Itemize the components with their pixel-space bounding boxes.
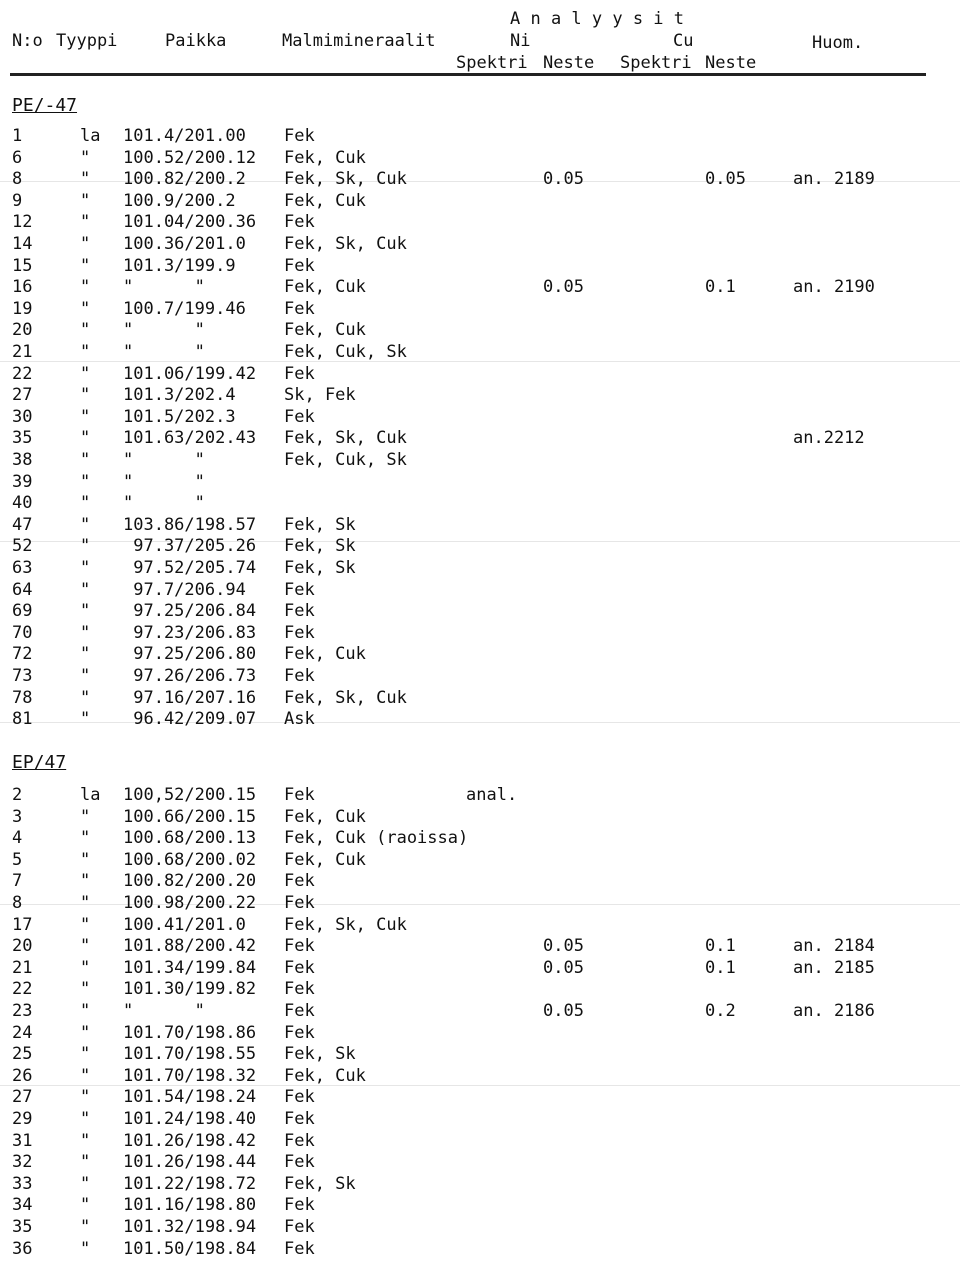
table-row <box>0 277 960 299</box>
location-cell: 97.16/207.16 <box>123 687 257 708</box>
cu-value-cell: 0.05 <box>705 169 746 190</box>
sample-number: 8 <box>12 169 23 190</box>
sample-number: 35 <box>12 428 33 449</box>
table-row <box>0 688 960 710</box>
mineral-cell: Fek, Sk, Cuk <box>284 428 407 449</box>
location-cell: 101.54/198.24 <box>123 1087 257 1108</box>
location-cell: 101.24/198.40 <box>123 1109 257 1129</box>
table-row <box>0 169 960 191</box>
table-row <box>0 364 960 386</box>
note-cell: anal. <box>466 785 518 805</box>
location-cell: 101.70/198.32 <box>123 1065 257 1086</box>
mineral-cell: Fek, Cuk <box>284 644 366 665</box>
sample-number: 14 <box>12 234 33 254</box>
location-cell: 97.26/206.73 <box>123 666 257 686</box>
sample-number: 6 <box>12 147 23 168</box>
location-cell: 100.82/200.2 <box>123 169 246 190</box>
type-cell: " <box>80 1001 91 1021</box>
sample-number: 81 <box>12 709 33 730</box>
location-cell: 101.26/198.42 <box>123 1130 257 1151</box>
header-analyysit: A n a l y y s i t <box>510 9 684 29</box>
sample-number: 25 <box>12 1044 33 1065</box>
mineral-cell: Fek, Cuk, Sk <box>284 450 407 470</box>
mineral-cell: Fek, Cuk <box>284 277 366 298</box>
mineral-cell: Fek, Sk, Cuk <box>284 687 407 708</box>
mineral-cell: Fek <box>284 622 315 643</box>
type-cell: " <box>80 1109 91 1129</box>
sample-number: 47 <box>12 514 33 535</box>
mineral-cell: Fek <box>284 212 315 233</box>
type-cell: " <box>80 579 91 600</box>
location-cell: 101.70/198.55 <box>123 1044 257 1065</box>
sample-number: 8 <box>12 893 23 913</box>
table-row <box>0 1217 960 1239</box>
mineral-cell: Fek, Sk <box>284 1044 356 1065</box>
huom-cell: an. 2190 <box>793 277 875 298</box>
header-neste-cu: Neste <box>705 53 757 73</box>
location-cell: 97.7/206.94 <box>123 579 246 600</box>
location-cell: 100.98/200.22 <box>123 893 257 913</box>
table-row <box>0 558 960 580</box>
type-cell: " <box>80 1173 91 1194</box>
table-row <box>0 515 960 537</box>
type-cell: " <box>80 957 91 978</box>
sample-number: 73 <box>12 666 33 686</box>
table-row <box>0 212 960 234</box>
location-cell: 100.68/200.13 <box>123 828 257 849</box>
mineral-cell: Fek <box>284 1130 315 1151</box>
location-cell: " " <box>123 493 205 514</box>
mineral-cell: Fek, Sk, Cuk <box>284 169 407 190</box>
sample-number: 15 <box>12 255 33 276</box>
sample-number: 22 <box>12 363 33 384</box>
mineral-cell: Fek, Cuk <box>284 1065 366 1086</box>
location-cell: " " <box>123 450 205 470</box>
header-spektri-cu: Spektri <box>620 53 692 73</box>
table-row <box>0 1195 960 1217</box>
sample-number: 35 <box>12 1217 33 1237</box>
location-cell: 96.42/209.07 <box>123 709 257 730</box>
sample-number: 78 <box>12 687 33 708</box>
type-cell: " <box>80 1195 91 1216</box>
location-cell: 101.32/198.94 <box>123 1217 257 1237</box>
type-cell: " <box>80 342 91 362</box>
mineral-cell: Fek <box>284 979 315 1000</box>
location-cell: 101.4/201.00 <box>123 126 246 146</box>
location-cell: 101.5/202.3 <box>123 406 236 427</box>
type-cell: " <box>80 709 91 730</box>
type-cell: " <box>80 363 91 384</box>
mineral-cell: Fek, Cuk <box>284 849 366 870</box>
table-row <box>0 256 960 278</box>
mineral-cell: Sk, Fek <box>284 385 356 406</box>
table-row <box>0 1023 960 1045</box>
location-cell: 97.25/206.80 <box>123 644 257 665</box>
sample-number: 34 <box>12 1195 33 1216</box>
location-cell: " " <box>123 1001 205 1021</box>
type-cell: " <box>80 666 91 686</box>
type-cell: " <box>80 234 91 254</box>
sample-number: 39 <box>12 471 33 492</box>
type-cell: " <box>80 450 91 470</box>
sample-number: 27 <box>12 385 33 406</box>
table-row <box>0 644 960 666</box>
type-cell: " <box>80 471 91 492</box>
table-row <box>0 893 960 915</box>
type-cell: " <box>80 320 91 341</box>
type-cell: " <box>80 893 91 913</box>
mineral-cell: Fek <box>284 936 315 957</box>
sample-number: 52 <box>12 536 33 557</box>
table-row <box>0 385 960 407</box>
type-cell: " <box>80 806 91 827</box>
sample-number: 30 <box>12 406 33 427</box>
header-tyyppi: Tyyppi <box>56 31 118 51</box>
table-row <box>0 785 960 807</box>
table-row <box>0 450 960 472</box>
type-cell: " <box>80 536 91 557</box>
mineral-cell: Fek, Cuk <box>284 190 366 211</box>
mineral-cell: Ask <box>284 709 315 730</box>
mineral-cell: Fek <box>284 871 315 892</box>
mineral-cell: Fek <box>284 1238 315 1259</box>
location-cell: 100.52/200.12 <box>123 147 257 168</box>
type-cell: " <box>80 687 91 708</box>
table-row <box>0 623 960 645</box>
type-cell: " <box>80 169 91 190</box>
mineral-cell: Fek, Cuk <box>284 147 366 168</box>
type-cell: " <box>80 558 91 578</box>
huom-cell: an. 2186 <box>793 1001 875 1021</box>
location-cell: 101.16/198.80 <box>123 1195 257 1216</box>
mineral-cell: Fek <box>284 1001 315 1021</box>
location-cell: " " <box>123 277 205 298</box>
sample-number: 64 <box>12 579 33 600</box>
mineral-cell: Fek, Cuk <box>284 320 366 341</box>
location-cell: 101.70/198.86 <box>123 1022 257 1043</box>
header-spektri-ni: Spektri <box>456 53 528 73</box>
mineral-cell: Fek <box>284 1022 315 1043</box>
table-row <box>0 828 960 850</box>
mineral-cell: Fek <box>284 363 315 384</box>
mineral-cell: Fek, Sk <box>284 558 356 578</box>
table-row <box>0 407 960 429</box>
mineral-cell: Fek <box>284 785 315 805</box>
table-row <box>0 1152 960 1174</box>
type-cell: " <box>80 147 91 168</box>
header-huom: Huom. <box>812 33 864 53</box>
table-row <box>0 536 960 558</box>
table-row <box>0 1131 960 1153</box>
location-cell: 101.26/198.44 <box>123 1152 257 1173</box>
sample-number: 31 <box>12 1130 33 1151</box>
sample-number: 27 <box>12 1087 33 1108</box>
table-row <box>0 1044 960 1066</box>
table-row <box>0 126 960 148</box>
location-cell: " " <box>123 471 205 492</box>
sample-number: 3 <box>12 806 23 827</box>
cu-value-cell: 0.1 <box>705 277 736 298</box>
type-cell: " <box>80 1022 91 1043</box>
sample-number: 23 <box>12 1001 33 1021</box>
sample-number: 16 <box>12 277 33 298</box>
location-cell: 100.9/200.2 <box>123 190 236 211</box>
table-row <box>0 148 960 170</box>
location-cell: 101.04/200.36 <box>123 212 257 233</box>
table-row <box>0 1109 960 1131</box>
table-row <box>0 979 960 1001</box>
mineral-cell: Fek, Sk, Cuk <box>284 234 407 254</box>
type-cell: " <box>80 1065 91 1086</box>
type-cell: " <box>80 871 91 892</box>
header-no: N:o <box>12 31 43 51</box>
sample-number: 22 <box>12 979 33 1000</box>
sample-number: 72 <box>12 644 33 665</box>
type-cell: " <box>80 979 91 1000</box>
huom-cell: an.2212 <box>793 428 865 449</box>
type-cell: " <box>80 493 91 514</box>
type-cell: " <box>80 406 91 427</box>
location-cell: 101.3/199.9 <box>123 255 236 276</box>
table-row <box>0 428 960 450</box>
mineral-cell: Fek <box>284 255 315 276</box>
sample-number: 21 <box>12 957 33 978</box>
table-row <box>0 1239 960 1261</box>
type-cell: " <box>80 428 91 449</box>
header-ni: Ni <box>510 31 531 51</box>
mineral-cell: Fek <box>284 666 315 686</box>
type-cell: " <box>80 1152 91 1173</box>
location-cell: 101.34/199.84 <box>123 957 257 978</box>
type-cell: " <box>80 849 91 870</box>
huom-cell: an. 2184 <box>793 936 875 957</box>
mineral-cell: Fek, Cuk <box>284 806 366 827</box>
table-row <box>0 871 960 893</box>
sample-number: 26 <box>12 1065 33 1086</box>
mineral-cell: Fek <box>284 1217 315 1237</box>
type-cell: " <box>80 1044 91 1065</box>
table-row <box>0 342 960 364</box>
table-row <box>0 936 960 958</box>
location-cell: 101.50/198.84 <box>123 1238 257 1259</box>
sample-number: 20 <box>12 320 33 341</box>
sample-number: 63 <box>12 558 33 578</box>
sample-number: 20 <box>12 936 33 957</box>
table-row <box>0 320 960 342</box>
sample-number: 1 <box>12 126 23 146</box>
mineral-cell: Fek <box>284 601 315 622</box>
section-title-pe47: PE/-47 <box>12 95 78 116</box>
ni-value-cell: 0.05 <box>543 957 584 978</box>
location-cell: " " <box>123 320 205 341</box>
location-cell: 97.23/206.83 <box>123 622 257 643</box>
sample-number: 9 <box>12 190 23 211</box>
table-row <box>0 850 960 872</box>
table-row <box>0 1066 960 1088</box>
mineral-cell: Fek, Sk <box>284 536 356 557</box>
header-malmimineraalit: Malmimineraalit <box>282 31 436 51</box>
type-cell: la <box>80 126 101 146</box>
table-row <box>0 601 960 623</box>
sample-number: 24 <box>12 1022 33 1043</box>
sample-number: 32 <box>12 1152 33 1173</box>
mineral-cell: Fek, Cuk (raoissa) <box>284 828 469 849</box>
mineral-cell: Fek <box>284 893 315 913</box>
table-row <box>0 493 960 515</box>
sample-number: 7 <box>12 871 23 892</box>
table-row <box>0 915 960 937</box>
mineral-cell: Fek <box>284 126 315 146</box>
type-cell: " <box>80 622 91 643</box>
sample-number: 69 <box>12 601 33 622</box>
sample-number: 4 <box>12 828 23 849</box>
ni-value-cell: 0.05 <box>543 1001 584 1021</box>
table-row <box>0 666 960 688</box>
type-cell: " <box>80 828 91 849</box>
location-cell: 101.30/199.82 <box>123 979 257 1000</box>
mineral-cell: Fek, Sk <box>284 1173 356 1194</box>
section-title-ep47: EP/47 <box>12 752 67 773</box>
ni-value-cell: 0.05 <box>543 936 584 957</box>
mineral-cell: Fek <box>284 579 315 600</box>
location-cell: 103.86/198.57 <box>123 514 257 535</box>
sample-number: 38 <box>12 450 33 470</box>
type-cell: " <box>80 914 91 935</box>
mineral-cell: Fek, Sk <box>284 514 356 535</box>
location-cell: 101.06/199.42 <box>123 363 257 384</box>
type-cell: " <box>80 190 91 211</box>
header-paikka: Paikka <box>165 31 227 51</box>
table-row <box>0 472 960 494</box>
location-cell: 101.22/198.72 <box>123 1173 257 1194</box>
header-rule <box>10 73 926 76</box>
mineral-cell: Fek <box>284 1109 315 1129</box>
location-cell: 101.3/202.4 <box>123 385 236 406</box>
location-cell: 97.52/205.74 <box>123 558 257 578</box>
location-cell: 100.7/199.46 <box>123 298 246 319</box>
table-row <box>0 299 960 321</box>
type-cell: " <box>80 1130 91 1151</box>
location-cell: 97.37/205.26 <box>123 536 257 557</box>
table-row <box>0 958 960 980</box>
table-row <box>0 709 960 731</box>
mineral-cell: Fek <box>284 406 315 427</box>
location-cell: 100.82/200.20 <box>123 871 257 892</box>
mineral-cell: Fek, Cuk, Sk <box>284 342 407 362</box>
table-row <box>0 234 960 256</box>
sample-number: 19 <box>12 298 33 319</box>
mineral-cell: Fek, Sk, Cuk <box>284 914 407 935</box>
sample-number: 29 <box>12 1109 33 1129</box>
huom-cell: an. 2189 <box>793 169 875 190</box>
location-cell: 100.41/201.0 <box>123 914 246 935</box>
table-row <box>0 1001 960 1023</box>
location-cell: 101.63/202.43 <box>123 428 257 449</box>
type-cell: " <box>80 514 91 535</box>
ni-value-cell: 0.05 <box>543 277 584 298</box>
location-cell: 101.88/200.42 <box>123 936 257 957</box>
table-row <box>0 1087 960 1109</box>
sample-number: 21 <box>12 342 33 362</box>
mineral-cell: Fek <box>284 1087 315 1108</box>
type-cell: " <box>80 277 91 298</box>
sample-number: 5 <box>12 849 23 870</box>
sample-number: 40 <box>12 493 33 514</box>
table-row <box>0 1174 960 1196</box>
type-cell: " <box>80 385 91 406</box>
type-cell: " <box>80 298 91 319</box>
location-cell: 100.66/200.15 <box>123 806 257 827</box>
mineral-cell: Fek <box>284 957 315 978</box>
type-cell: " <box>80 1238 91 1259</box>
header-neste-ni: Neste <box>543 53 595 73</box>
header-cu: Cu <box>673 31 694 51</box>
type-cell: " <box>80 644 91 665</box>
location-cell: 100,52/200.15 <box>123 785 257 805</box>
sample-number: 33 <box>12 1173 33 1194</box>
sample-number: 17 <box>12 914 33 935</box>
huom-cell: an. 2185 <box>793 957 875 978</box>
table-row <box>0 191 960 213</box>
type-cell: " <box>80 255 91 276</box>
sample-number: 36 <box>12 1238 33 1259</box>
table-row <box>0 580 960 602</box>
type-cell: la <box>80 785 101 805</box>
location-cell: 97.25/206.84 <box>123 601 257 622</box>
type-cell: " <box>80 601 91 622</box>
location-cell: " " <box>123 342 205 362</box>
ni-value-cell: 0.05 <box>543 169 584 190</box>
cu-value-cell: 0.1 <box>705 957 736 978</box>
sample-number: 70 <box>12 622 33 643</box>
cu-value-cell: 0.2 <box>705 1001 736 1021</box>
type-cell: " <box>80 1217 91 1237</box>
mineral-cell: Fek <box>284 1195 315 1216</box>
sample-number: 2 <box>12 785 23 805</box>
location-cell: 100.36/201.0 <box>123 234 246 254</box>
sample-number: 12 <box>12 212 33 233</box>
type-cell: " <box>80 1087 91 1108</box>
mineral-cell: Fek <box>284 298 315 319</box>
cu-value-cell: 0.1 <box>705 936 736 957</box>
type-cell: " <box>80 212 91 233</box>
mineral-cell: Fek <box>284 1152 315 1173</box>
type-cell: " <box>80 936 91 957</box>
table-row <box>0 807 960 829</box>
location-cell: 100.68/200.02 <box>123 849 257 870</box>
